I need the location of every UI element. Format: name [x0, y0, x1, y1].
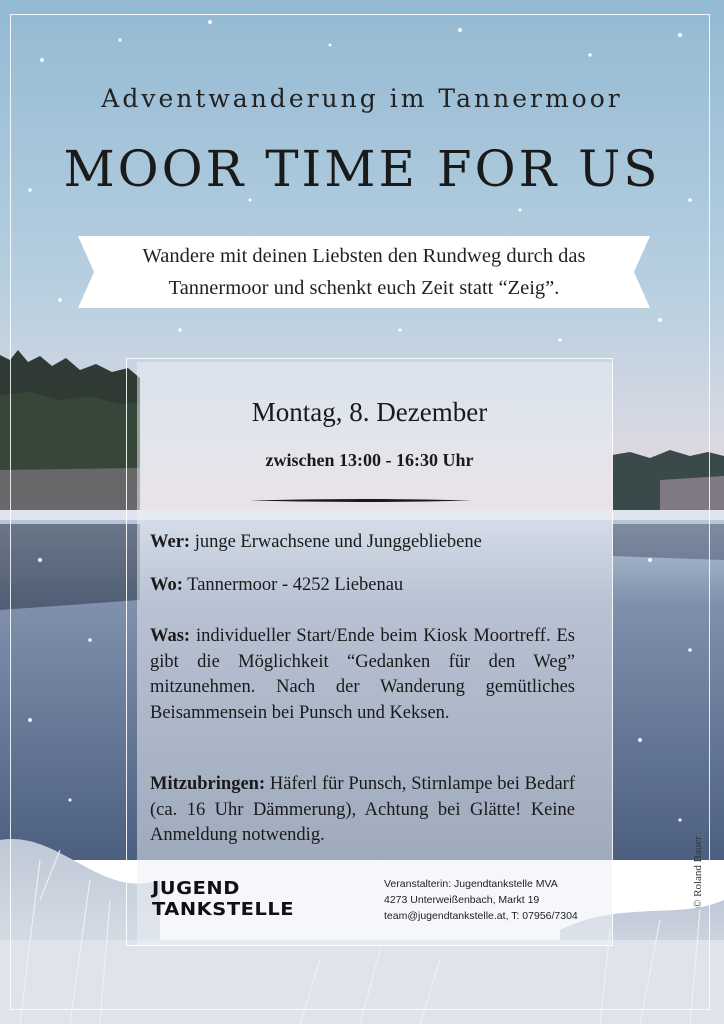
- logo-line-2: TANKSTELLE: [152, 899, 295, 920]
- logo-line-1: JUGEND: [152, 878, 240, 899]
- banner-text: [108, 240, 620, 304]
- wo-label: Wo:: [150, 575, 183, 595]
- banner-line-1: Wandere mit deinen Liebsten den Rundweg durch das: [142, 245, 586, 267]
- info-wer: [150, 530, 575, 556]
- event-title: MOOR TIME FOR US: [63, 140, 661, 198]
- wer-label: Wer:: [150, 532, 191, 552]
- event-time: zwischen 13:00 - 16:30 Uhr: [265, 450, 474, 470]
- wer-text: junge Erwachsene und Junggebliebene: [190, 532, 482, 552]
- photo-credit: [692, 830, 710, 910]
- event-date: Montag, 8. Dezember: [251, 397, 488, 427]
- wo-text: Tannermoor - 4252 Liebenau: [182, 575, 404, 595]
- was-label: Was:: [150, 626, 191, 646]
- intro-banner: [78, 236, 650, 308]
- mitzubringen-text: Häferl für Punsch, Stirnlampe bei Bedarf (ca. 16 Uhr Dämmerung), Achtung bei Glätte! Keine Anmeldung notwendig.: [150, 774, 575, 845]
- organizer-line-1: Veranstalterin: Jugendtankstelle MVA: [384, 878, 558, 890]
- banner-line-2: Tannermoor und schenkt euch Zeit statt “Zeig”.: [168, 277, 560, 299]
- divider-line: [250, 498, 472, 503]
- organizer-line-3: team@jugendtankstelle.at, T: 07956/7304: [384, 910, 578, 922]
- info-wo: [150, 573, 575, 599]
- event-subtitle: Adventwanderung im Tannermoor: [101, 84, 623, 113]
- info-was: [150, 624, 575, 726]
- photo-credit-text: © Roland Bauer: [692, 836, 704, 908]
- was-text: individueller Start/Ende beim Kiosk Moortreff. Es gibt die Möglichkeit “Gedanken für den Weg” mitzunehmen. Nach der Wanderung gemütliches Beisammensein bei Punsch und Keksen.: [150, 626, 575, 723]
- info-mitzubringen: [150, 772, 575, 849]
- jugendtankstelle-logo: [152, 878, 295, 920]
- organizer-info: [384, 876, 578, 924]
- mitzubringen-label: Mitzubringen:: [150, 774, 266, 794]
- organizer-line-2: 4273 Unterweißenbach, Markt 19: [384, 894, 540, 906]
